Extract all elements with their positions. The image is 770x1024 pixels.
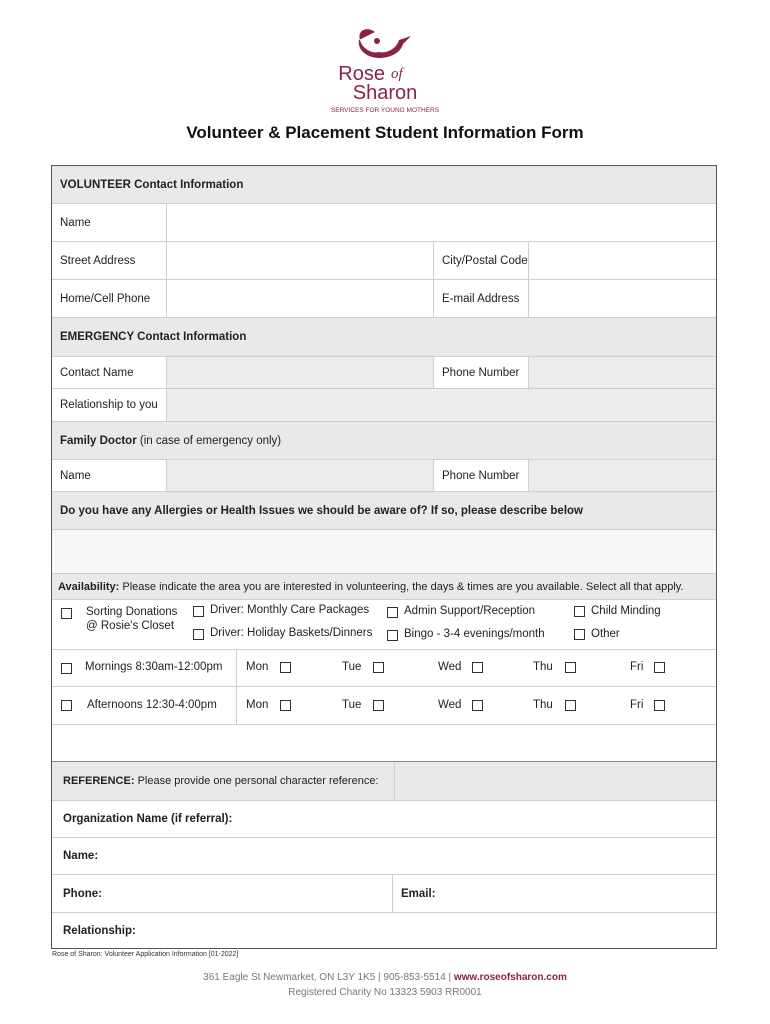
- afternoons-wed-checkbox[interactable]: [472, 700, 483, 711]
- mornings-row: [52, 650, 716, 687]
- other-label: Other: [591, 628, 620, 640]
- form-version-note: Rose of Sharon: Volunteer Application Information [01-2022]: [52, 951, 239, 958]
- child-minding-label: Child Minding: [591, 605, 661, 617]
- email-address-label: E-mail Address: [433, 280, 528, 317]
- reference-contact-row: [52, 875, 716, 913]
- admin-support-checkbox[interactable]: [387, 607, 398, 618]
- mornings-thu-label: Thu: [533, 661, 553, 673]
- doctor-phone-label: Phone Number: [433, 460, 528, 491]
- mornings-fri-checkbox[interactable]: [654, 662, 665, 673]
- allergies-description-field[interactable]: [52, 530, 716, 574]
- logo-name-line1: Rose: [338, 63, 385, 85]
- afternoons-label: Afternoons 12:30-4:00pm: [87, 699, 217, 711]
- reference-organization-label: Organization Name (if referral):: [63, 813, 233, 825]
- volunteer-section-header: [52, 166, 716, 204]
- volunteer-address-row: [52, 242, 716, 280]
- sorting-donations-line2: @ Rosie's Closet: [86, 620, 175, 632]
- doctor-phone-field[interactable]: [528, 460, 716, 491]
- relationship-row: [52, 389, 716, 422]
- doctor-header-label: [52, 422, 716, 459]
- driver-holiday-checkbox[interactable]: [193, 629, 204, 640]
- doctor-header-bold: Family Doctor: [60, 434, 137, 447]
- mornings-fri-label: Fri: [630, 661, 644, 673]
- sorting-donations-line1: Sorting Donations: [86, 606, 178, 618]
- volunteer-header-label: VOLUNTEER Contact Information: [60, 178, 244, 191]
- afternoons-wed-label: Wed: [438, 699, 462, 711]
- logo-name-line2: Sharon: [352, 82, 418, 104]
- availability-spacer: [52, 725, 716, 762]
- sorting-donations-label: [86, 605, 177, 633]
- afternoons-tue-label: Tue: [342, 699, 362, 711]
- footer-charity-number: Registered Charity No 13323 5903 RR0001: [288, 987, 482, 998]
- afternoons-fri-checkbox[interactable]: [654, 700, 665, 711]
- reference-name-label: Name:: [63, 850, 99, 862]
- afternoons-mon-checkbox[interactable]: [280, 700, 291, 711]
- mornings-checkbox[interactable]: [61, 663, 72, 674]
- availability-label: [52, 574, 716, 599]
- mornings-wed-checkbox[interactable]: [472, 662, 483, 673]
- reference-organization-row[interactable]: [52, 801, 716, 838]
- logo-name-of: of: [391, 66, 403, 82]
- doctor-name-label: Name: [60, 469, 91, 482]
- admin-support-label: Admin Support/Reception: [404, 605, 536, 617]
- city-postal-field[interactable]: [528, 242, 716, 279]
- reference-phone-label[interactable]: Phone:: [63, 887, 102, 900]
- doctor-contact-row: [52, 460, 716, 492]
- emergency-phone-field[interactable]: [528, 357, 716, 388]
- child-minding-checkbox[interactable]: [574, 606, 585, 617]
- emergency-phone-label: Phone Number: [433, 357, 528, 388]
- mornings-tue-checkbox[interactable]: [373, 662, 384, 673]
- city-postal-label: City/Postal Code: [433, 242, 528, 279]
- other-checkbox[interactable]: [574, 629, 585, 640]
- contact-name-label: Contact Name: [60, 366, 134, 379]
- doctor-section-header: [52, 422, 716, 460]
- reference-instructions: Please provide one personal character reference:: [134, 775, 379, 787]
- allergies-question: Do you have any Allergies or Health Issues we should be aware of? If so, please describe below: [60, 504, 583, 517]
- availability-header: [52, 574, 716, 600]
- driver-holiday-label: Driver: Holiday Baskets/Dinners: [210, 627, 373, 639]
- email-address-field[interactable]: [528, 280, 716, 317]
- volunteer-name-row: [52, 204, 716, 242]
- availability-label-bold: Availability:: [58, 580, 120, 593]
- afternoons-mon-label: Mon: [246, 699, 269, 711]
- rose-of-sharon-logo: [0, 24, 770, 116]
- information-form: [51, 165, 717, 949]
- relationship-field[interactable]: [166, 389, 716, 421]
- driver-monthly-checkbox[interactable]: [193, 606, 204, 617]
- contact-name-field[interactable]: [166, 357, 433, 388]
- emergency-header-label: EMERGENCY Contact Information: [60, 331, 247, 343]
- mornings-tue-label: Tue: [342, 661, 362, 673]
- volunteer-contact-row: [52, 280, 716, 318]
- doctor-name-field[interactable]: [166, 460, 433, 491]
- footer-address: 361 Eagle St Newmarket, ON L3Y 1K5 | 905-853-5514 |: [203, 972, 454, 983]
- footer-website-link[interactable]: www.roseofsharon.com: [453, 972, 567, 983]
- reference-label-bold: REFERENCE:: [63, 775, 135, 787]
- driver-monthly-label: Driver: Monthly Care Packages: [210, 604, 370, 616]
- home-cell-phone-label: Home/Cell Phone: [60, 292, 151, 305]
- reference-relationship-label: Relationship:: [63, 925, 136, 937]
- emergency-contact-row: [52, 357, 716, 389]
- availability-options-row: [52, 600, 716, 650]
- street-address-label: Street Address: [60, 254, 136, 267]
- allergies-question-row: [52, 492, 716, 530]
- reference-label: [52, 762, 394, 800]
- mornings-label: Mornings 8:30am-12:00pm: [85, 661, 223, 673]
- volunteer-name-label: Name: [60, 216, 91, 229]
- mornings-wed-label: Wed: [438, 661, 462, 673]
- volunteer-name-field[interactable]: [166, 204, 716, 241]
- afternoons-tue-checkbox[interactable]: [373, 700, 384, 711]
- relationship-label: Relationship to you: [60, 399, 158, 411]
- bingo-label: Bingo - 3-4 evenings/month: [404, 628, 545, 640]
- reference-email-label[interactable]: Email:: [392, 875, 716, 912]
- afternoons-fri-label: Fri: [630, 699, 644, 711]
- mornings-mon-label: Mon: [246, 661, 269, 673]
- afternoons-thu-checkbox[interactable]: [565, 700, 576, 711]
- afternoons-checkbox[interactable]: [61, 700, 72, 711]
- reference-header: [52, 762, 716, 801]
- availability-instructions: Please indicate the area you are interested in volunteering, the days & times are you available. Select all that apply.: [119, 580, 684, 593]
- home-cell-phone-field[interactable]: [166, 280, 433, 317]
- footer-address-line: [0, 972, 770, 983]
- mornings-thu-checkbox[interactable]: [565, 662, 576, 673]
- doctor-header-note: (in case of emergency only): [136, 434, 282, 447]
- street-address-field[interactable]: [166, 242, 433, 279]
- afternoons-thu-label: Thu: [533, 699, 553, 711]
- logo-tagline: SERVICES FOR YOUNG MOTHERS: [330, 107, 440, 114]
- rose-logo-icon: [305, 24, 465, 116]
- emergency-section-header: [52, 318, 716, 357]
- mornings-mon-checkbox[interactable]: [280, 662, 291, 673]
- reference-header-field: [394, 762, 716, 800]
- page-title: Volunteer & Placement Student Information Form: [186, 123, 584, 142]
- sorting-donations-checkbox[interactable]: [61, 608, 72, 619]
- bingo-checkbox[interactable]: [387, 630, 398, 641]
- reference-name-row[interactable]: [52, 838, 716, 875]
- reference-relationship-row[interactable]: [52, 913, 716, 949]
- afternoons-row: [52, 687, 716, 725]
